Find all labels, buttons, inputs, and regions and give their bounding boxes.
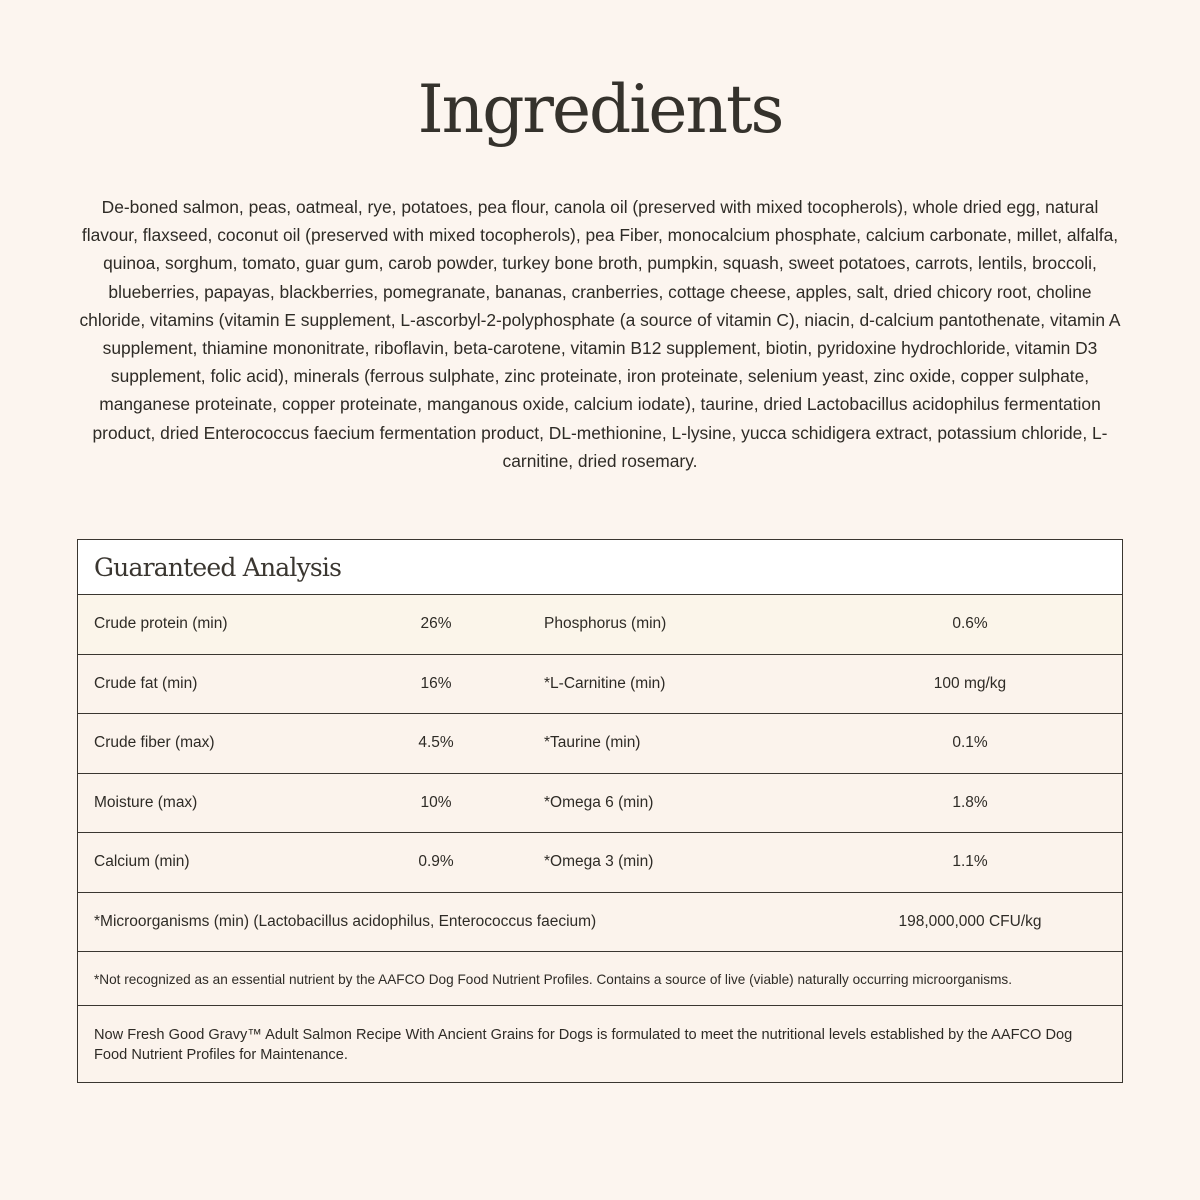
nutrient-label: Phosphorus (min)	[544, 615, 667, 633]
nutrient-value: 1.8%	[952, 793, 988, 811]
table-row	[78, 714, 1122, 774]
page-title: Ingredients	[417, 71, 783, 148]
nutrient-value: 4.5%	[418, 734, 454, 752]
microorganisms-value: 198,000,000 CFU/kg	[898, 912, 1042, 930]
nutrient-label: Crude fiber (max)	[94, 734, 215, 752]
analysis-title: Guaranteed Analysis	[94, 552, 342, 582]
table-row-microorganisms	[78, 893, 1122, 953]
nutrient-label: *L-Carnitine (min)	[544, 674, 666, 692]
nutrient-value: 0.9%	[418, 853, 454, 871]
nutrient-value: 0.1%	[952, 734, 988, 752]
nutrient-label: *Taurine (min)	[544, 734, 641, 752]
table-row	[78, 595, 1122, 655]
nutrient-label: *Omega 3 (min)	[544, 853, 654, 871]
nutrient-label: Crude fat (min)	[94, 674, 198, 692]
nutrient-value: 16%	[420, 674, 452, 692]
analysis-header	[78, 540, 1122, 595]
table-row	[78, 833, 1122, 893]
nutrient-value: 10%	[420, 793, 452, 811]
nutrient-value: 0.6%	[952, 615, 988, 633]
nutrient-label: Crude protein (min)	[94, 615, 228, 633]
nutrient-value: 100 mg/kg	[933, 674, 1007, 692]
table-row	[78, 655, 1122, 715]
footnote: *Not recognized as an essential nutrient by the AAFCO Dog Food Nutrient Profiles. Contains a source of live (viable) naturally occurring microorganisms.	[78, 952, 1122, 1006]
nutrient-label: Moisture (max)	[94, 793, 198, 811]
microorganisms-label: *Microorganisms (min) (Lactobacillus acidophilus, Enterococcus faecium)	[94, 912, 597, 930]
nutrient-value: 1.1%	[952, 853, 988, 871]
table-row	[78, 774, 1122, 834]
guaranteed-analysis-table	[77, 539, 1123, 1083]
nutrient-value: 26%	[420, 615, 452, 633]
nutrient-label: *Omega 6 (min)	[544, 793, 654, 811]
nutrient-label: Calcium (min)	[94, 853, 190, 871]
ingredients-list: De-boned salmon, peas, oatmeal, rye, potatoes, pea flour, canola oil (preserved with mixed tocopherols), whole dried egg, natural flavour, flaxseed, coconut oil (preserved with mixed tocopherols), pea Fiber, monocalcium phosphate, calcium carbonate, millet, alfalfa, quinoa, sorghum, tomato, guar gum, carob powder, turkey bone broth, pumpkin, squash, sweet potatoes, carrots, lentils, broccoli, blueberries, papayas, blackberries, pomegranate, bananas, cranberries, cottage cheese, apples, salt, dried chicory root, choline chloride, vitamins (vitamin E supplement, L-ascorbyl-2-polyphosphate (a source of vitamin C), niacin, d-calcium pantothenate, vitamin A supplement, thiamine mononitrate, riboflavin, beta-carotene, vitamin B12 supplement, biotin, pyridoxine hydrochloride, vitamin D3 supplement, folic acid), minerals (ferrous sulphate, zinc proteinate, iron proteinate, selenium yeast, zinc oxide, copper sulphate, manganese proteinate, copper proteinate, manganous oxide, calcium iodate), taurine, dried Lactobacillus acidophilus fermentation product, dried Enterococcus faecium fermentation product, DL-methionine, L-lysine, yucca schidigera extract, potassium chloride, L-carnitine, dried rosemary.	[79, 197, 1121, 471]
aafco-statement: Now Fresh Good Gravy™ Adult Salmon Recipe With Ancient Grains for Dogs is formulated to meet the nutritional levels established by the AAFCO Dog Food Nutrient Profiles for Maintenance.	[94, 1027, 1073, 1063]
